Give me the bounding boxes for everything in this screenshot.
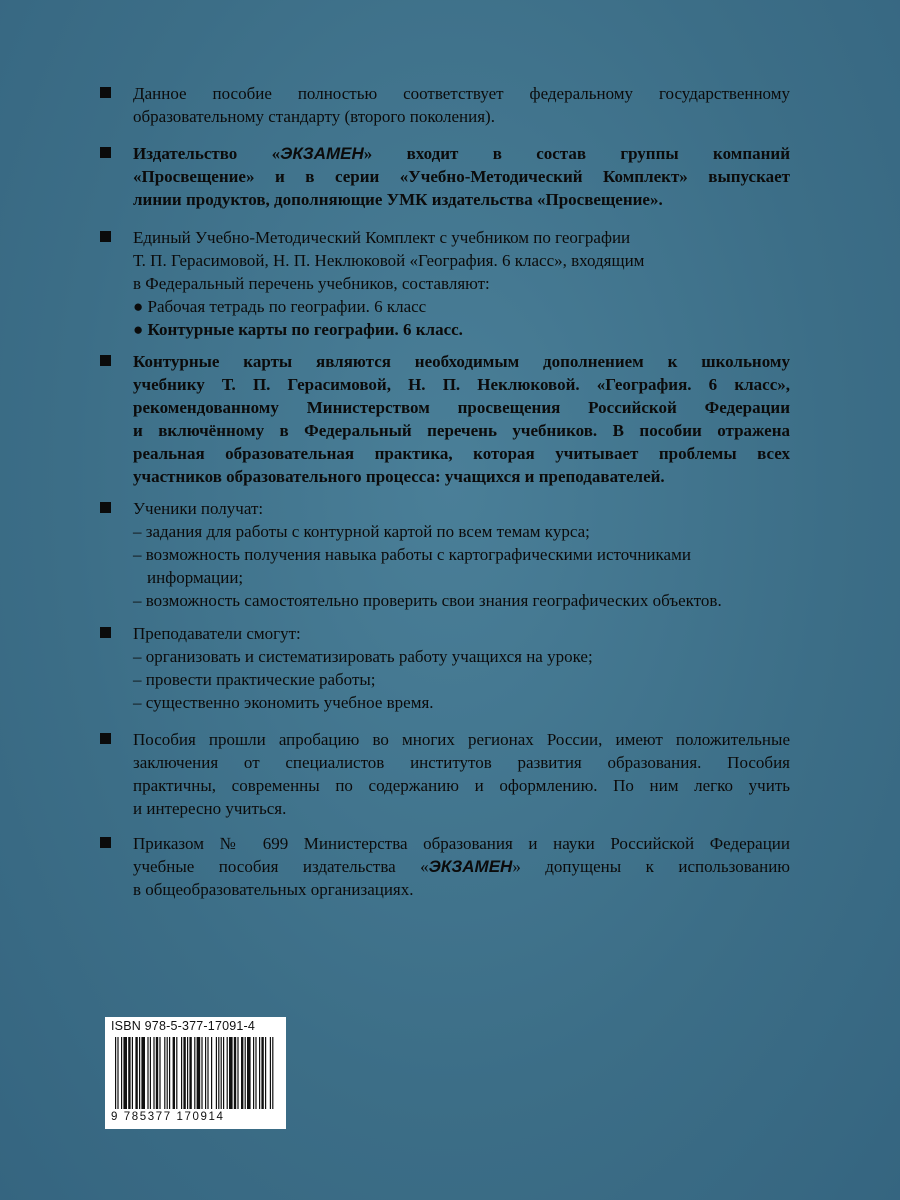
isbn-label: ISBN 978-5-377-17091-4 xyxy=(111,1019,256,1033)
text-line: реальная образовательная практика, которая учитывает проблемы всех xyxy=(133,444,790,463)
text-line: в Федеральный перечень учебников, составляют: xyxy=(133,274,490,293)
paragraph-contour-maps xyxy=(100,350,790,488)
text-line: учебнику Т. П. Герасимовой, Н. П. Неклюковой. «География. 6 класс», xyxy=(133,375,790,394)
text-line: в общеобразовательных организациях. xyxy=(133,880,414,899)
text-line: Единый Учебно-Методический Комплект с учебником по географии xyxy=(133,228,631,247)
text-line: и интересно учиться. xyxy=(133,799,287,818)
paragraph-umk xyxy=(100,226,790,341)
text-line: и включённому в Федеральный перечень учебников. В пособии отражена xyxy=(133,421,790,440)
paragraph-publisher xyxy=(100,142,790,211)
text-fragment: » входит в состав группы компаний xyxy=(363,144,791,163)
square-bullet-icon xyxy=(100,627,111,638)
text-fragment: Издательство « xyxy=(133,144,281,163)
barcode-icon xyxy=(115,1037,275,1111)
list-item: – существенно экономить учебное время. xyxy=(133,693,434,712)
text-fragment: учебные пособия издательства « xyxy=(133,857,429,876)
text-line xyxy=(133,855,790,878)
square-bullet-icon xyxy=(100,502,111,513)
list-heading: Ученики получат: xyxy=(133,499,264,518)
list-item-continuation: информации; xyxy=(147,568,244,587)
text-line xyxy=(133,142,790,165)
text-line: линии продуктов, дополняющие УМК издательства «Просвещение». xyxy=(133,190,663,209)
list-item: – провести практические работы; xyxy=(133,670,376,689)
text-fragment: » допущены к использованию xyxy=(512,857,790,876)
square-bullet-icon xyxy=(100,231,111,242)
square-bullet-icon xyxy=(100,87,111,98)
isbn-barcode-block xyxy=(105,1017,286,1129)
text-line: рекомендованному Министерством просвещения Российской Федерации xyxy=(133,398,790,417)
text-line: Данное пособие полностью соответствует федеральному государственному xyxy=(133,84,790,103)
text-line: «Просвещение» и в серии «Учебно-Методический Комплект» выпускает xyxy=(133,167,790,186)
paragraph-approbation xyxy=(100,728,790,820)
list-item: – организовать и систематизировать работу учащихся на уроке; xyxy=(133,647,593,666)
list-item: ● Контурные карты по географии. 6 класс. xyxy=(133,320,463,339)
text-line: Т. П. Герасимовой, Н. П. Неклюковой «География. 6 класс», входящим xyxy=(133,251,645,270)
text-line: Приказом № 699 Министерства образования и науки Российской Федерации xyxy=(133,834,790,853)
square-bullet-icon xyxy=(100,837,111,848)
isbn-digits: 9 785377 170914 xyxy=(111,1111,225,1123)
paragraph-teachers xyxy=(100,622,790,714)
brand-name: ЭКЗАМЕН xyxy=(280,144,364,163)
square-bullet-icon xyxy=(100,355,111,366)
text-line: образовательному стандарту (второго поколения). xyxy=(133,107,495,126)
list-item: ● Рабочая тетрадь по географии. 6 класс xyxy=(133,297,427,316)
square-bullet-icon xyxy=(100,147,111,158)
list-heading: Преподаватели смогут: xyxy=(133,624,301,643)
text-line: Пособия прошли апробацию во многих регионах России, имеют положительные xyxy=(133,730,790,749)
square-bullet-icon xyxy=(100,733,111,744)
list-item: – возможность самостоятельно проверить свои знания географических объектов. xyxy=(133,591,722,610)
text-line: заключения от специалистов институтов развития образования. Пособия xyxy=(133,753,790,772)
paragraph-order xyxy=(100,832,790,901)
list-item: – возможность получения навыка работы с картографическими источниками xyxy=(133,545,691,564)
text-line: практичны, современны по содержанию и оформлению. По ним легко учить xyxy=(133,776,790,795)
paragraph-students xyxy=(100,497,790,612)
text-line: Контурные карты являются необходимым дополнением к школьному xyxy=(133,352,790,371)
brand-name: ЭКЗАМЕН xyxy=(428,857,513,876)
text-line: участников образовательного процесса: учащихся и преподавателей. xyxy=(133,467,665,486)
list-item: – задания для работы с контурной картой по всем темам курса; xyxy=(133,522,590,541)
paragraph-standard xyxy=(100,82,790,128)
